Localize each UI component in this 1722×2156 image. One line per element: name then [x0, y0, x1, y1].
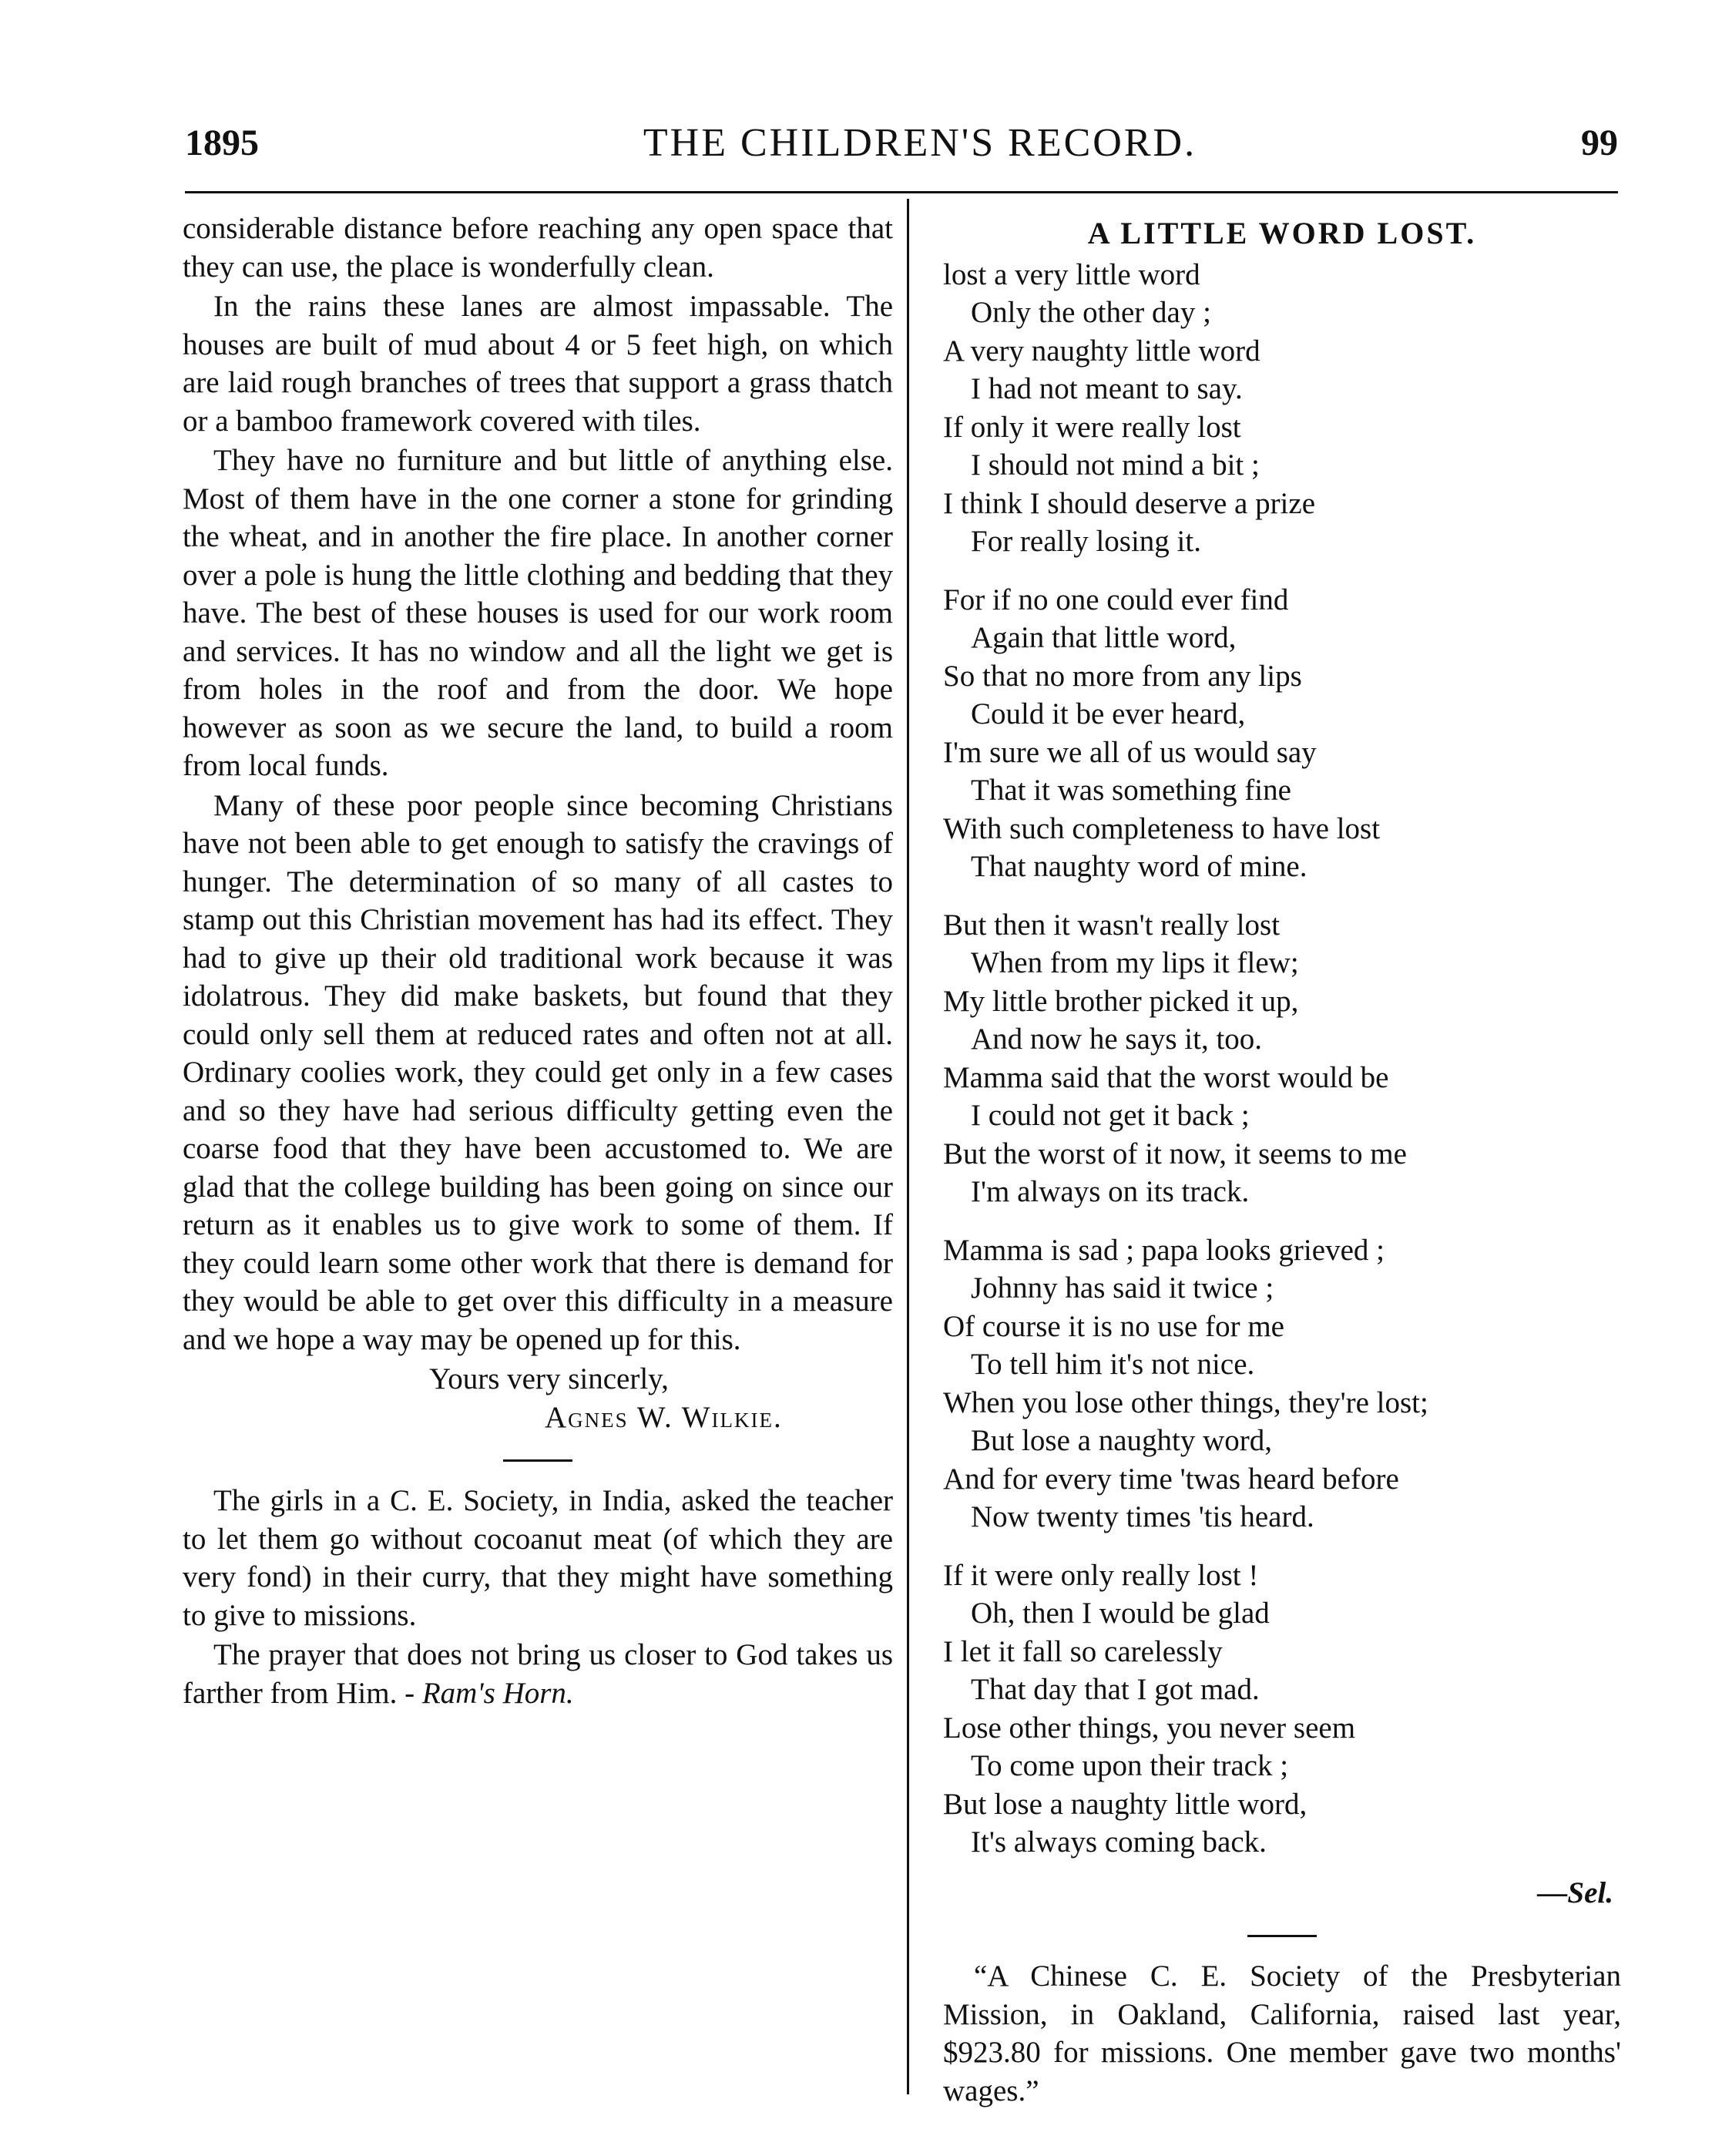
poem-body	[943, 256, 1621, 1862]
poem-line: That it was something fine	[971, 774, 1291, 807]
poem-line: That day that I got mad.	[971, 1673, 1260, 1706]
poem-line: That naughty word of mine.	[971, 850, 1307, 883]
left-column	[183, 210, 893, 1714]
header-rule	[185, 191, 1618, 193]
note-text: The prayer that does not bring us closer to God takes us farther from Him. -	[183, 1638, 893, 1710]
header-year: 1895	[185, 122, 259, 163]
page-header	[185, 116, 1618, 170]
letter-signature: Agnes W. Wilkie.	[545, 1400, 783, 1434]
publication-title: THE CHILDREN'S RECORD.	[643, 120, 1197, 165]
poem-line: lost a very little word	[943, 257, 1200, 291]
letter-paragraph: In the rains these lanes are almost impassable. The houses are built of mud about 4 or 5 feet high, on which are laid rough branches of trees that support a grass thatch or a bamboo framework covered with tiles.	[183, 290, 893, 438]
right-column	[943, 210, 1621, 2110]
poem-line: Again that little word,	[971, 621, 1237, 654]
poem-stanza	[943, 581, 1621, 886]
poem-line: I'm sure we all of us would say	[943, 735, 1317, 769]
poem-line: Now twenty times 'tis heard.	[971, 1500, 1314, 1533]
note-paragraph	[183, 1636, 893, 1712]
letter-paragraph: considerable distance before reaching any open space that they can use, the place is wonderfully clean.	[183, 212, 893, 284]
poem-stanza	[943, 1231, 1621, 1536]
poem-line: When from my lips it flew;	[971, 946, 1299, 979]
poem-line: But lose a naughty little word,	[943, 1787, 1307, 1821]
poem-line: When you lose other things, they're lost;	[943, 1385, 1428, 1419]
poem-line: To come upon their track ;	[971, 1749, 1289, 1782]
poem-title: A LITTLE WORD LOST.	[1087, 216, 1477, 250]
note-source: Ram's Horn.	[421, 1676, 574, 1710]
letter-paragraph: They have no furniture and but little of anything else. Most of them have in the one corner a stone for grinding the wheat, and in another the fire place. In another corner over a pole is hung the little clothing and bedding that they have. The best of these houses is used for our work room and services. It has no window and all the light we get is from holes in the roof and from the door. We hope however as soon as we secure the land, to build a room from local funds.	[183, 444, 893, 782]
poem-line: But lose a naughty word,	[971, 1424, 1273, 1457]
section-divider	[503, 1459, 572, 1462]
poem-line: For really losing it.	[971, 525, 1201, 558]
note-paragraph: The girls in a C. E. Society, in India, asked the teacher to let them go without cocoanut meat (of which they are very fond) in their curry, that they might have something to give to missions.	[183, 1484, 893, 1632]
section-divider	[1247, 1935, 1317, 1937]
quote-paragraph: “A Chinese C. E. Society of the Presbyterian Mission, in Oakland, California, raised last year, $923.80 for missions. One member gave two months' wages.”	[943, 1960, 1621, 2107]
poem-line: I could not get it back ;	[971, 1099, 1250, 1132]
poem-line: Lose other things, you never seem	[943, 1711, 1356, 1745]
column-divider	[907, 199, 909, 2094]
poem-line: But the worst of it now, it seems to me	[943, 1137, 1407, 1170]
poem-line: And for every time 'twas heard before	[943, 1462, 1399, 1496]
poem-line: Only the other day ;	[971, 296, 1211, 329]
poem-line: And now he says it, too.	[971, 1023, 1263, 1056]
poem-line: A very naughty little word	[943, 334, 1260, 368]
poem-line: Johnny has said it twice ;	[971, 1271, 1274, 1305]
poem-line: Mamma is sad ; papa looks grieved ;	[943, 1233, 1385, 1267]
poem-line: I should not mind a bit ;	[971, 448, 1260, 482]
poem-line: My little brother picked it up,	[943, 984, 1299, 1018]
letter-closing: Yours very sincerly,	[429, 1362, 669, 1395]
poem-line: I'm always on its track.	[971, 1175, 1250, 1208]
poem-line: For if no one could ever find	[943, 583, 1289, 616]
poem-line: I let it fall so carelessly	[943, 1634, 1223, 1668]
poem-line: So that no more from any lips	[943, 659, 1302, 693]
poem-line: Of course it is no use for me	[943, 1309, 1284, 1343]
poem-stanza	[943, 256, 1621, 561]
poem-stanza	[943, 906, 1621, 1211]
poem-line: But then it wasn't really lost	[943, 908, 1281, 942]
poem-line: With such completeness to have lost	[943, 811, 1381, 845]
poem-source: —Sel.	[1537, 1876, 1613, 1909]
poem-line: Could it be ever heard,	[971, 697, 1246, 730]
poem-line: Mamma said that the worst would be	[943, 1060, 1389, 1094]
poem-line: It's always coming back.	[971, 1825, 1267, 1859]
poem-line: Oh, then I would be glad	[971, 1597, 1270, 1630]
poem-line: To tell him it's not nice.	[971, 1348, 1255, 1381]
page-number: 99	[1580, 122, 1618, 163]
letter-paragraph: Many of these poor people since becoming Christians have not been able to get enough to satisfy the cravings of hunger. The determination of so many of all castes to stamp out this Christian movement has had its effect. They had to give up their old traditional work because it was idolatrous. They did make baskets, but found that they could only sell them at reduced rates and often not at all. Ordinary coolies work, they could get only in a few cases and so they have had serious difficulty getting even the coarse food that they have been accustomed to. We are glad that the college building has been going on since our return as it enables us to give work to some of them. If they could learn some other work that there is demand for they would be able to get over this difficulty in a measure and we hope a way may be opened up for this.	[183, 788, 893, 1356]
poem-line: I had not meant to say.	[971, 372, 1243, 405]
poem-line: If only it were really lost	[943, 410, 1241, 444]
poem-stanza	[943, 1557, 1621, 1862]
poem-line: I think I should deserve a prize	[943, 486, 1316, 520]
letter-signoff	[183, 1360, 893, 1436]
poem-line: If it were only really lost !	[943, 1558, 1259, 1592]
